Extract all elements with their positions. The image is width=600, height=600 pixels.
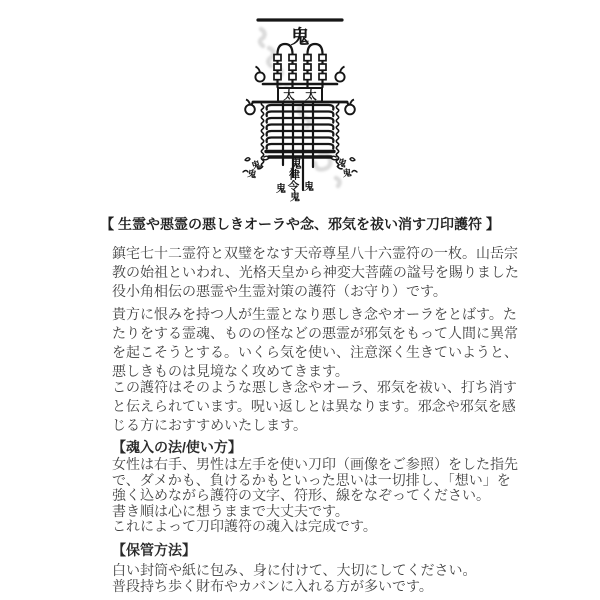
paragraph-3 bbox=[112, 378, 517, 435]
left-cluster-oni-2: 鬼 bbox=[246, 169, 258, 181]
text-line: 書き順は心に想うままで大丈夫です。 bbox=[112, 502, 349, 519]
paragraph-1 bbox=[112, 244, 519, 301]
column-char-ryo: 令 bbox=[287, 179, 300, 193]
right-cluster-oni-1: 鬼 bbox=[336, 157, 348, 171]
text-line: 鎮宅七十二霊符と双璧をなす天帝尊星八十六霊符の一枚。山岳宗 bbox=[112, 245, 518, 261]
text-line: 役小角相伝の悪霊や生霊対策の護符（お守り）です。 bbox=[112, 283, 447, 299]
text-line: 普段持ち歩く財布やカバンに入れる方が多いです。 bbox=[112, 577, 433, 594]
text-line: を起こそうとする。いくら気を使い、注意深く生きていようと、 bbox=[112, 344, 518, 360]
section-usage bbox=[112, 456, 518, 535]
text-line: 貴方に恨みを持つ人が生霊となり悪しき念やオーラをとばす。た bbox=[112, 306, 517, 322]
text-line: じる方におすすめいたします。 bbox=[112, 417, 308, 433]
section-storage bbox=[112, 563, 492, 594]
paragraph-2 bbox=[112, 305, 518, 381]
text-line: 白い封筒や紙に包み、身に付けて、大切にしてください。 bbox=[112, 562, 477, 578]
arch-beads bbox=[274, 55, 326, 80]
text-line: この護符はそのような悪しき念やオーラ、邪気を祓い、打ち消す bbox=[112, 379, 517, 395]
right-cluster-oni-2: 鬼 bbox=[341, 168, 353, 180]
column-char-ritsu: 律 bbox=[289, 168, 300, 182]
text-line: で、ダメかも、負けるかもといった思いは一切排し、「想い」を bbox=[112, 471, 511, 488]
talisman-figure bbox=[0, 0, 600, 212]
tai-char-left: 太 bbox=[283, 88, 295, 102]
text-line: 教の始祖といわれ、光格天皇から神変大菩薩の諡号を賜りました bbox=[112, 264, 519, 280]
headline: 【 生霊や悪霊の悪しきオーラや念、邪気を祓い消す刀印護符 】 bbox=[100, 216, 500, 232]
top-oni-char: 鬼 bbox=[290, 26, 310, 48]
bottom-oni-center: 鬼 bbox=[290, 192, 300, 204]
left-cluster-oni-1: 鬼 bbox=[250, 159, 263, 173]
section-title-storage: 【保管方法】 bbox=[112, 542, 196, 558]
column-char-oni: 鬼 bbox=[290, 156, 302, 171]
text-line: これによって刀印護符の魂入は完成です。 bbox=[112, 518, 377, 534]
bottom-oni-right: 鬼 bbox=[304, 182, 314, 193]
tai-char-right: 太 bbox=[305, 88, 317, 102]
section-title-usage: 【魂入の法/使い方】 bbox=[112, 439, 242, 455]
text-line: たりをする霊魂、ものの怪などの悪霊が邪気をもって人間に異常 bbox=[112, 325, 518, 341]
text-line: 女性は右手、男性は左手を使い刀印（画像をご参照）をした指先 bbox=[112, 456, 518, 472]
text-line: 悪しきものは見境なく攻めてきます。 bbox=[112, 363, 349, 379]
text-line: 強く込めながら護符の文字、符形、線をなぞってください。 bbox=[112, 487, 490, 503]
text-line: と伝えられています。呪い返しとは異なります。邪念や邪気を感 bbox=[112, 398, 516, 414]
bottom-oni-left: 鬼 bbox=[276, 184, 286, 195]
